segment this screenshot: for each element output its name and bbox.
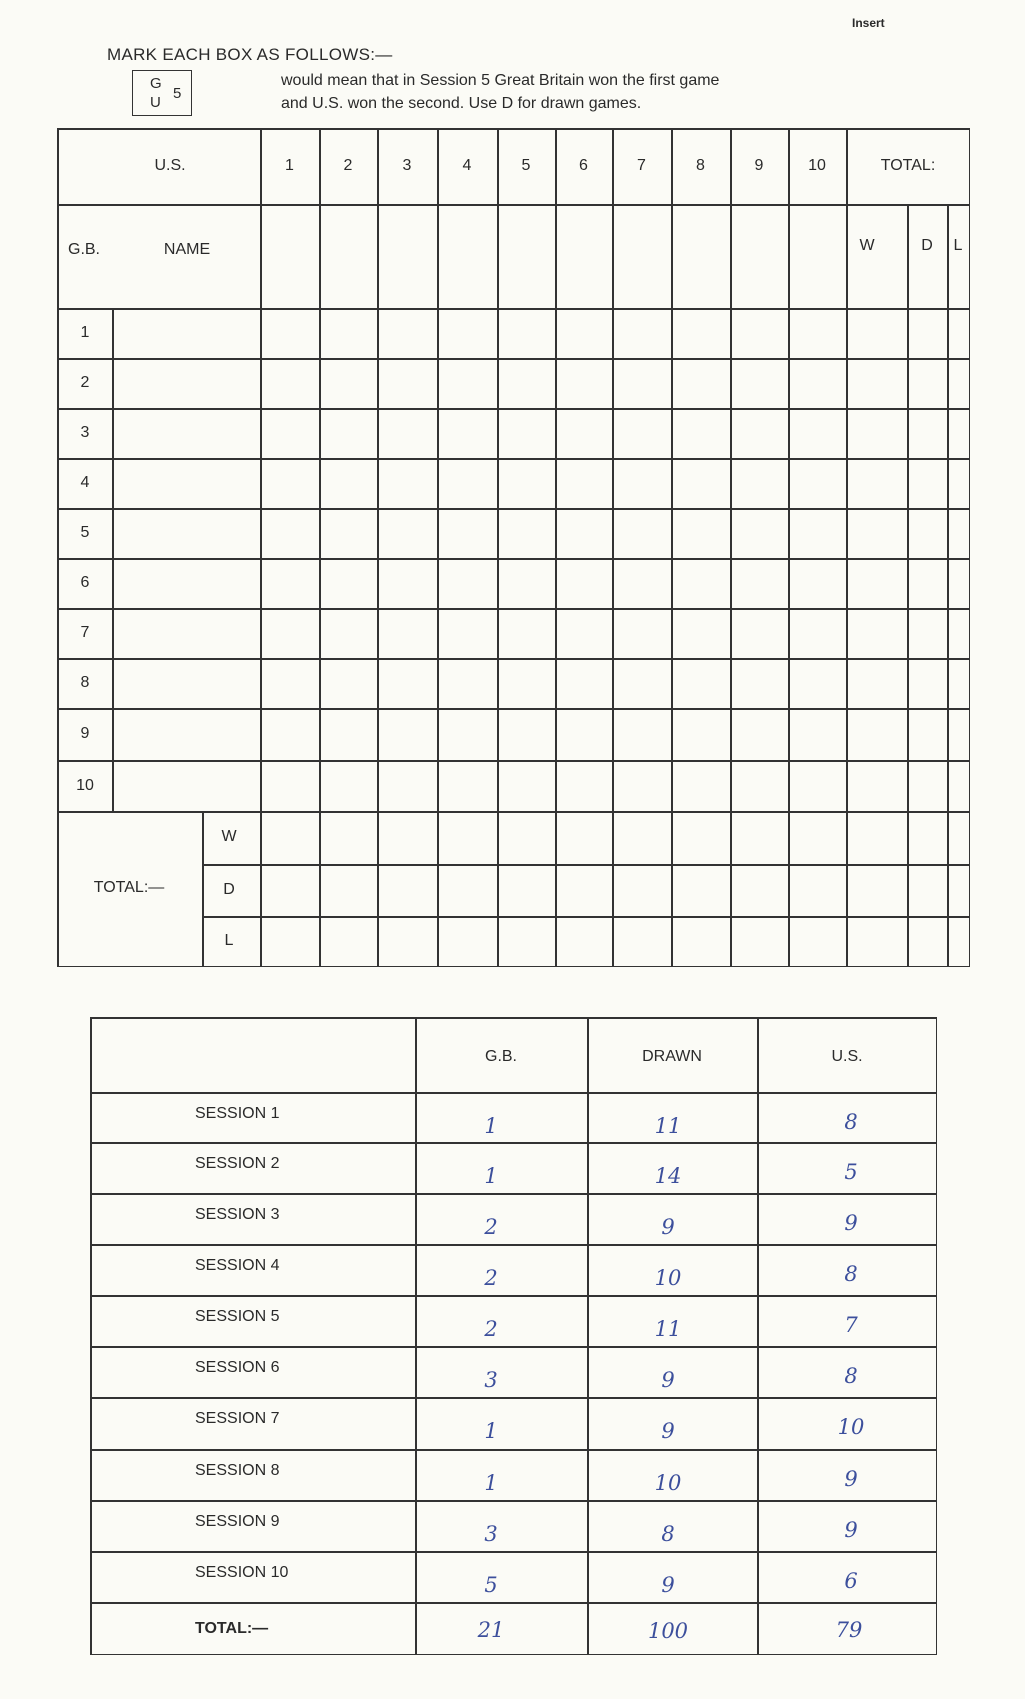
grid-line xyxy=(202,864,970,866)
us-label: U.S. xyxy=(154,157,186,174)
session-label: SESSION 10 xyxy=(195,1564,289,1581)
table-line xyxy=(90,1397,937,1399)
total-l-header: L xyxy=(953,237,963,254)
session-summary-table xyxy=(90,1017,937,1655)
drawn-value: 10 xyxy=(654,1471,682,1495)
session-label: SESSION 2 xyxy=(195,1155,280,1172)
grid-line xyxy=(947,204,949,967)
gb-wins-value: 2 xyxy=(484,1317,498,1341)
grid-total-l: L xyxy=(224,932,234,949)
game-column-header: 1 xyxy=(285,157,294,174)
us-wins-value: 8 xyxy=(844,1110,858,1134)
grid-line xyxy=(57,458,970,460)
grid-line xyxy=(57,708,970,710)
summary-total-label: TOTAL:— xyxy=(195,1620,269,1637)
game-column-header: 8 xyxy=(696,157,705,174)
gb-wins-value: 1 xyxy=(484,1471,498,1495)
total-header: TOTAL: xyxy=(880,157,936,174)
grid-line xyxy=(57,608,970,610)
grid-line xyxy=(377,128,379,967)
grid-line xyxy=(497,128,499,967)
game-column-header: 2 xyxy=(343,157,353,174)
player-row-number: 8 xyxy=(80,674,90,691)
total-w-header: W xyxy=(859,237,875,254)
us-wins-value: 6 xyxy=(844,1569,858,1593)
grid-line xyxy=(57,558,970,560)
session-label: SESSION 6 xyxy=(195,1359,280,1376)
grid-line xyxy=(202,811,204,967)
grid-line xyxy=(671,128,673,967)
grid-line xyxy=(612,128,614,967)
grid-line xyxy=(846,128,848,967)
table-line xyxy=(90,1017,92,1655)
session-label: SESSION 1 xyxy=(195,1105,280,1122)
table-line xyxy=(587,1017,589,1655)
drawn-value: 9 xyxy=(661,1368,675,1392)
summary-column-header: G.B. xyxy=(484,1048,518,1065)
us-wins-value: 5 xyxy=(844,1160,858,1184)
player-row-number: 3 xyxy=(80,424,90,441)
session-label: SESSION 3 xyxy=(195,1206,280,1223)
table-line xyxy=(90,1500,937,1502)
drawn-value: 10 xyxy=(654,1266,682,1290)
table-line xyxy=(90,1551,937,1553)
gb-wins-value: 3 xyxy=(484,1522,498,1546)
game-column-header: 3 xyxy=(402,157,412,174)
total-d-header: D xyxy=(921,237,933,254)
table-line xyxy=(90,1092,937,1094)
us-wins-value: 8 xyxy=(844,1364,858,1388)
gb-wins-value: 5 xyxy=(484,1573,498,1597)
grid-line xyxy=(57,408,970,410)
drawn-value: 9 xyxy=(661,1573,675,1597)
gb-wins-value: 2 xyxy=(484,1266,498,1290)
player-row-number: 1 xyxy=(80,324,90,341)
drawn-value: 11 xyxy=(654,1317,682,1341)
us-wins-value: 8 xyxy=(844,1262,858,1286)
player-row-number: 9 xyxy=(80,725,90,742)
instruction-title: MARK EACH BOX AS FOLLOWS:— xyxy=(107,45,393,64)
us-wins-value: 9 xyxy=(844,1518,858,1542)
player-row-number: 7 xyxy=(80,624,90,641)
name-label: NAME xyxy=(163,241,211,258)
session-label: SESSION 9 xyxy=(195,1513,280,1530)
insert-label: Insert xyxy=(852,16,885,30)
example-session-number: 5 xyxy=(173,85,182,102)
us-total-value: 79 xyxy=(835,1618,863,1642)
us-wins-value: 7 xyxy=(844,1313,858,1337)
gb-wins-value: 1 xyxy=(484,1164,498,1188)
game-column-header: 5 xyxy=(521,157,531,174)
grid-border xyxy=(57,128,970,130)
grid-line xyxy=(57,204,970,206)
game-column-header: 10 xyxy=(808,157,826,174)
table-line xyxy=(90,1244,937,1246)
table-line xyxy=(90,1142,937,1144)
player-row-number: 2 xyxy=(80,374,90,391)
grid-line xyxy=(202,916,970,918)
drawn-value: 14 xyxy=(654,1164,682,1188)
session-label: SESSION 4 xyxy=(195,1257,280,1274)
gb-wins-value: 1 xyxy=(484,1114,498,1138)
game-column-header: 7 xyxy=(637,157,646,174)
us-wins-value: 9 xyxy=(844,1467,858,1491)
grid-line xyxy=(112,308,114,811)
grid-total-d: D xyxy=(223,881,235,898)
example-box xyxy=(132,70,192,116)
gb-wins-value: 2 xyxy=(484,1215,498,1239)
us-wins-value: 10 xyxy=(837,1415,865,1439)
us-wins-value: 9 xyxy=(844,1211,858,1235)
table-line xyxy=(90,1193,937,1195)
grid-line xyxy=(788,128,790,967)
gb-total-value: 21 xyxy=(477,1618,505,1642)
table-line xyxy=(90,1017,937,1019)
grid-line xyxy=(437,128,439,967)
grid-line xyxy=(57,358,970,360)
grid-line xyxy=(907,204,909,967)
game-column-header: 9 xyxy=(754,157,764,174)
session-label: SESSION 5 xyxy=(195,1308,280,1325)
grid-total-label: TOTAL:— xyxy=(93,879,165,896)
grid-line xyxy=(319,128,321,967)
table-line xyxy=(90,1449,937,1451)
match-grid xyxy=(57,128,970,967)
table-line xyxy=(757,1017,759,1655)
game-column-header: 6 xyxy=(579,157,588,174)
grid-line xyxy=(57,508,970,510)
grid-line xyxy=(57,658,970,660)
grid-line xyxy=(57,760,970,762)
grid-line xyxy=(730,128,732,967)
instruction-line-1: would mean that in Session 5 Great Britain won the first game xyxy=(281,72,720,89)
game-column-header: 4 xyxy=(462,157,472,174)
session-label: SESSION 7 xyxy=(195,1410,280,1427)
example-bottom-letter: U xyxy=(150,94,161,111)
grid-border xyxy=(57,128,59,967)
table-line xyxy=(415,1017,417,1655)
gb-label: G.B. xyxy=(67,241,101,258)
drawn-value: 9 xyxy=(661,1419,675,1443)
grid-line xyxy=(57,811,970,813)
table-line xyxy=(90,1602,937,1604)
session-label: SESSION 8 xyxy=(195,1462,280,1479)
player-row-number: 4 xyxy=(80,474,90,491)
example-top-letter: G xyxy=(150,75,162,92)
gb-wins-value: 1 xyxy=(484,1419,498,1443)
drawn-value: 8 xyxy=(661,1522,675,1546)
player-row-number: 10 xyxy=(76,776,94,794)
grid-border xyxy=(57,966,970,968)
table-line xyxy=(90,1346,937,1348)
player-row-number: 6 xyxy=(80,574,90,591)
table-line xyxy=(90,1654,937,1656)
gb-wins-value: 3 xyxy=(484,1368,498,1392)
grid-border xyxy=(969,128,971,967)
drawn-value: 11 xyxy=(654,1114,682,1138)
player-row-number: 5 xyxy=(80,524,90,541)
drawn-total-value: 100 xyxy=(647,1619,689,1643)
grid-line xyxy=(555,128,557,967)
grid-line xyxy=(57,308,970,310)
table-line xyxy=(90,1295,937,1297)
instruction-line-2: and U.S. won the second. Use D for drawn games. xyxy=(281,95,642,112)
summary-column-header: U.S. xyxy=(831,1048,863,1065)
grid-line xyxy=(260,128,262,967)
summary-column-header: DRAWN xyxy=(642,1048,702,1065)
drawn-value: 9 xyxy=(661,1215,675,1239)
table-line xyxy=(936,1017,938,1655)
grid-total-w: W xyxy=(221,828,237,845)
